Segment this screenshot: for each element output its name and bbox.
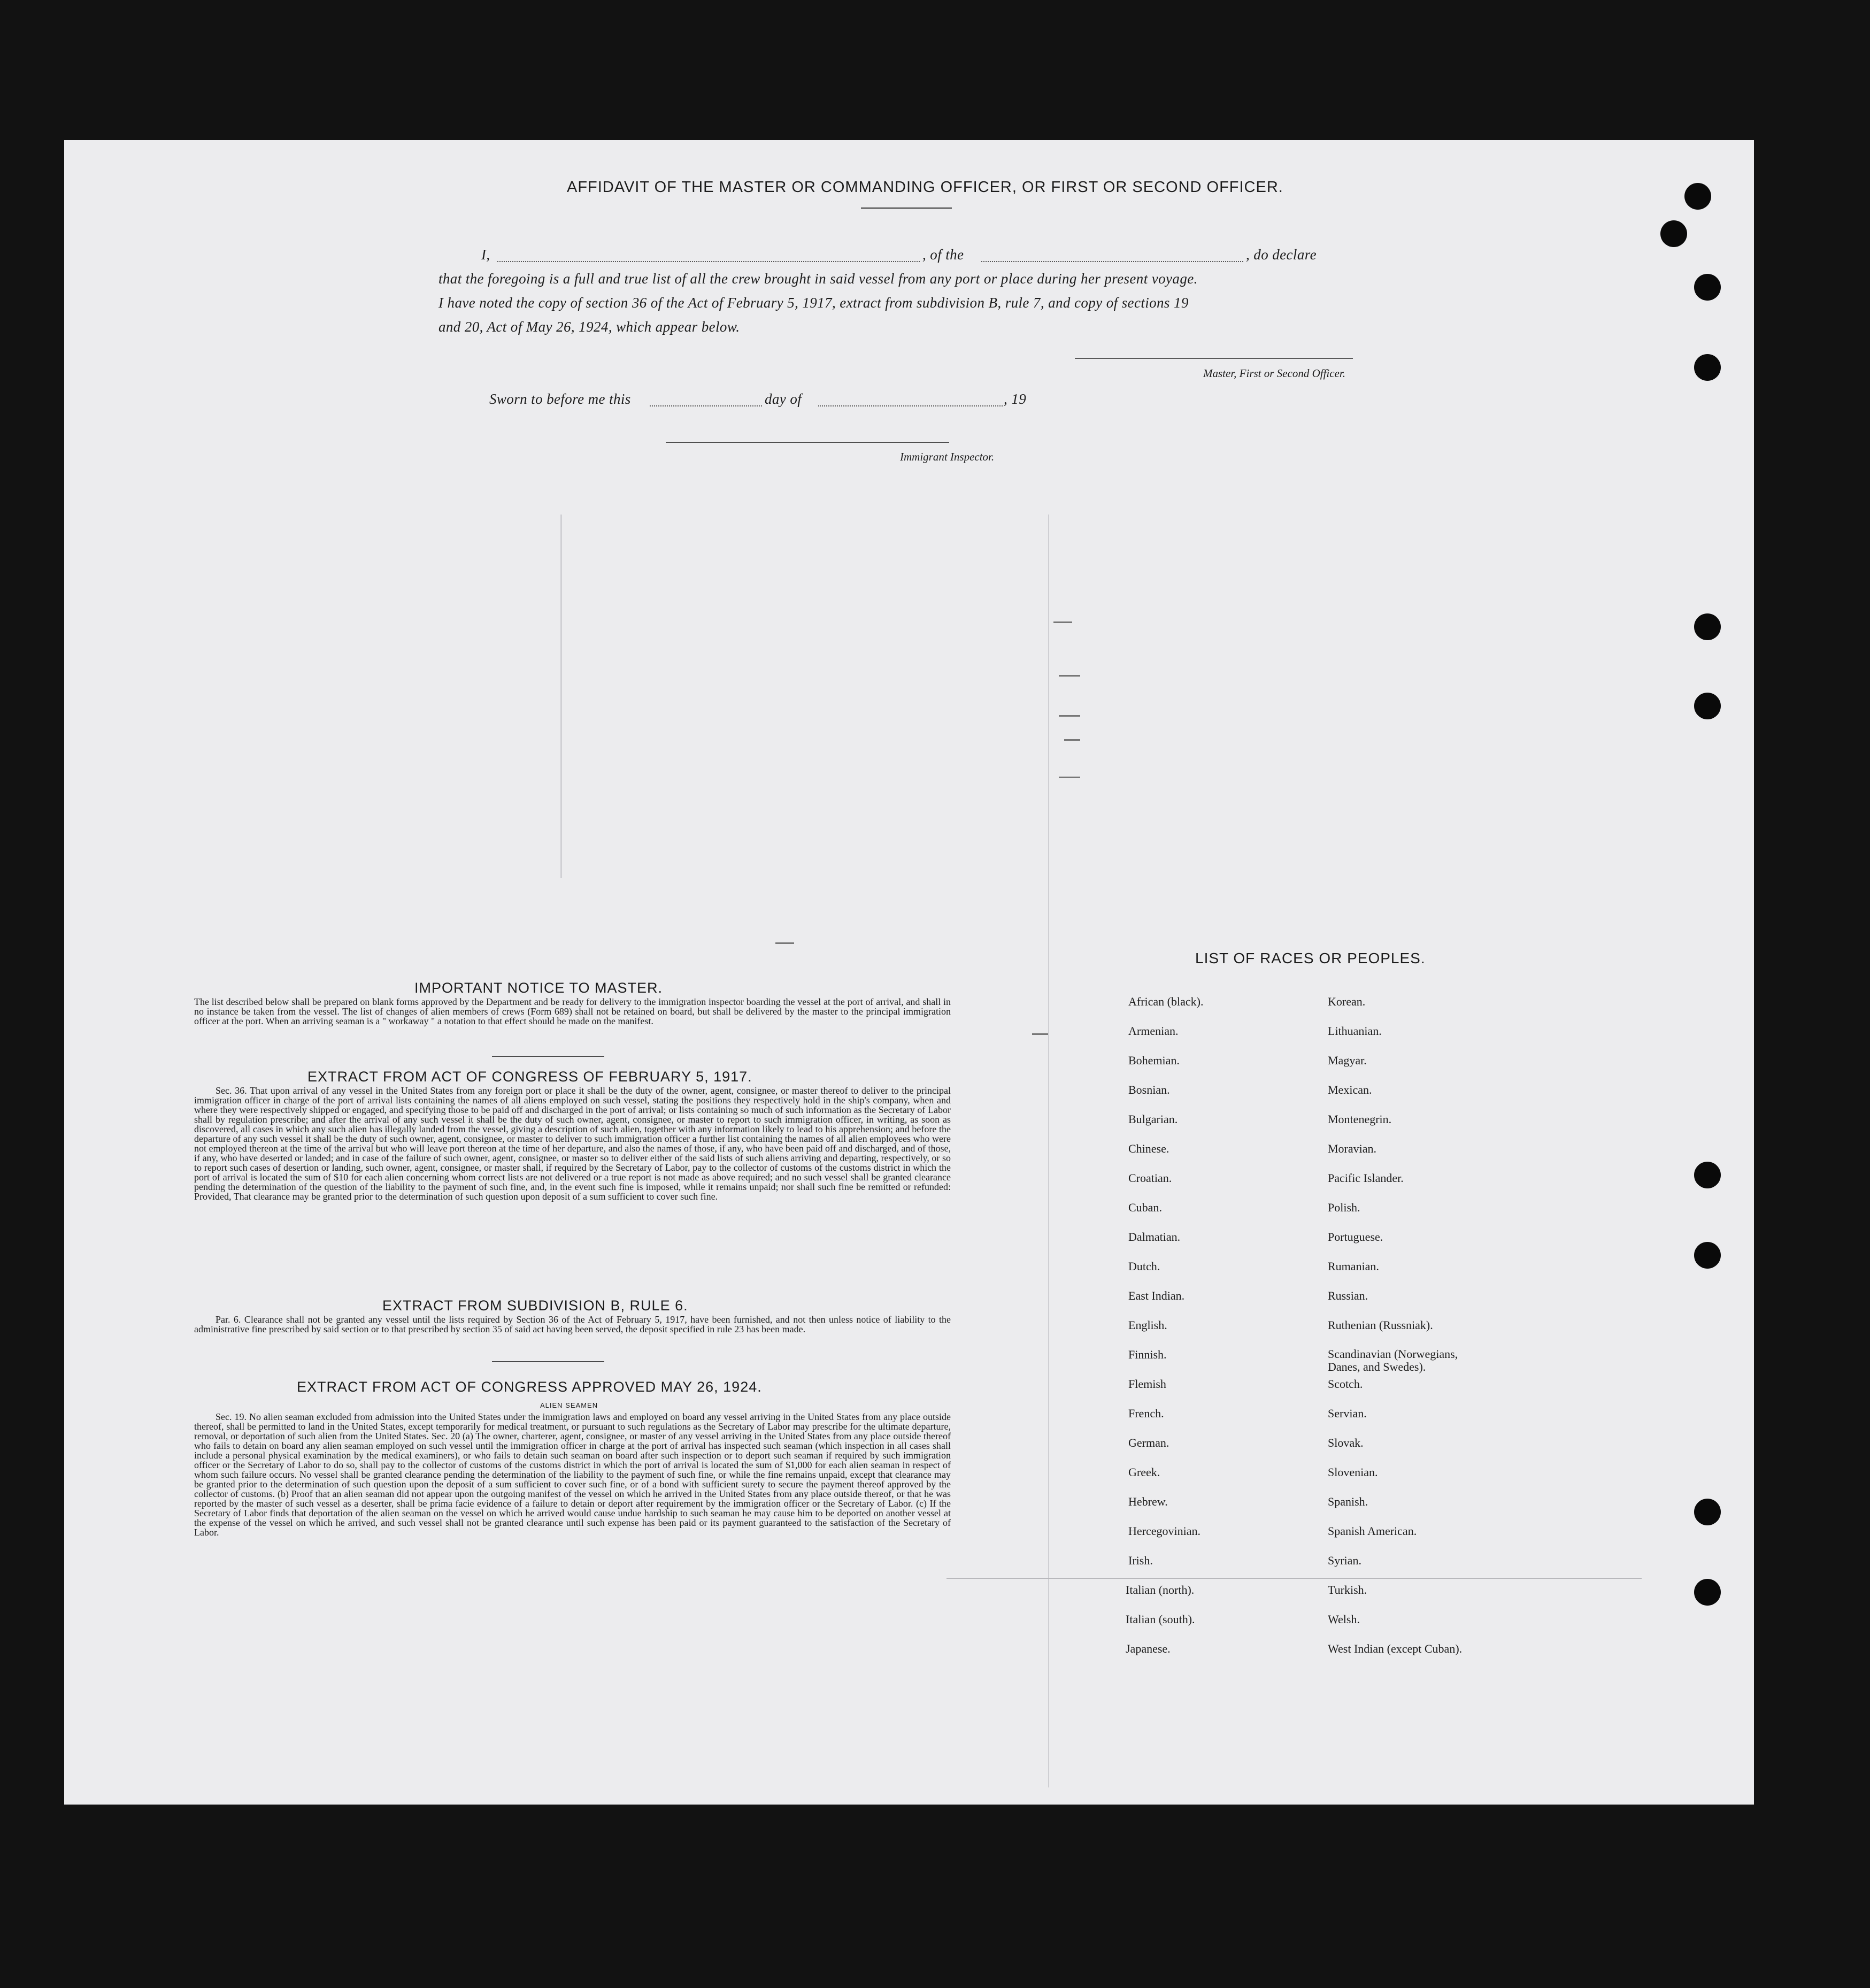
faint-fold-mark bbox=[1048, 515, 1049, 1787]
extract-1917-body: Sec. 36. That upon arrival of any vessel in the United States from any foreign port or place it shall be the duty of the owner, agent, consignee, or master thereof to deliver to the principal immigration officer in charge of the port of arrival lists containing the names of all aliens employed on such vessel, stating the positions they respectively hold in the ship's company, when and where they were respectively shipped or engaged, and specifying those to be paid off and discharged in the port of arrival; or lists containing so much of such information as the Secretary of Labor shall by regulation prescribe; and after the arrival of any such vessel it shall be the duty of such owner, agent, consignee, or master to report to such immigration officer, in writing, as soon as discovered, all cases in which any such alien has illegally landed from the vessel, giving a description of such alien, together with any information likely to lead to his apprehension; and before the departure of any such vessel it shall be the duty of such owner, agent, consignee, or master to deliver to such immigration officer a further list containing the names of all alien employees who were not employed thereon at the time of the arrival but who will leave port thereon at the time of her departure, and also the names of those, if any, who have been paid off and discharged, and of those, if any, who have deserted or landed; and in case of the failure of such owner, agent, consignee, or master so to deliver either of the said lists of such aliens arriving and departing, respectively, or so to report such cases of desertion or landing, such owner, agent, consignee, or master shall, if required by the Secretary of Labor, pay to the collector of customs of the customs district in which the port of arrival is located the sum of $10 for each alien concerning whom correct lists are not delivered or a true report is not made as above required; and no such vessel shall be granted clearance pending the determination of the question of the liability to the payment of such fine, and, in the event such fine is imposed, while it remains unpaid; nor shall such fine be remitted or refunded: Provided, That clearance may be granted prior to the determination of such question upon deposit of a sum sufficient to cover such fine. bbox=[194, 1085, 951, 1202]
race-left: Bohemian. bbox=[1128, 1054, 1180, 1067]
races-title: LIST OF RACES OR PEOPLES. bbox=[1195, 950, 1426, 966]
dash-mark bbox=[775, 942, 794, 944]
race-left: Croatian. bbox=[1128, 1171, 1172, 1185]
race-left: East Indian. bbox=[1128, 1289, 1185, 1302]
inspector-label: Immigrant Inspector. bbox=[900, 450, 995, 463]
race-right: Portuguese. bbox=[1328, 1230, 1383, 1244]
race-right: Spanish American. bbox=[1328, 1524, 1417, 1538]
notice-body: The list described below shall be prepared on blank forms approved by the Department and be ready for delivery to the immigration inspector boarding the vessel at the port of arrival, and shall in no instance be taken from the vessel. The list of changes of alien members of crews (Form 689) shall not be retained on board, but shall be delivered by the master to the principal immigration officer at the port. When an arriving seaman is a " workaway " a notation to that effect should be made on the manifest. bbox=[194, 996, 951, 1026]
race-right: Lithuanian. bbox=[1328, 1024, 1382, 1038]
sworn-line bbox=[489, 387, 1131, 411]
declaration-line-3: I have noted the copy of section 36 of the Act of February 5, 1917, extract from subdivision B, rule 7, and copy of sections 19 bbox=[438, 295, 1189, 311]
race-left: German. bbox=[1128, 1436, 1169, 1449]
notice-title: IMPORTANT NOTICE TO MASTER. bbox=[414, 980, 663, 996]
vessel-blank[interactable] bbox=[981, 261, 1243, 262]
race-left: Dalmatian. bbox=[1128, 1230, 1181, 1244]
dash-mark bbox=[1053, 621, 1072, 623]
race-right: Scotch. bbox=[1328, 1377, 1363, 1391]
race-left: Greek. bbox=[1128, 1465, 1160, 1479]
dash-mark bbox=[1064, 739, 1080, 741]
faint-ruled-mark bbox=[946, 1578, 1642, 1579]
race-left: Bosnian. bbox=[1128, 1083, 1170, 1096]
race-right: Spanish. bbox=[1328, 1495, 1368, 1508]
race-right: Magyar. bbox=[1328, 1054, 1367, 1067]
faint-column-mark bbox=[560, 515, 562, 878]
inspector-signature-line[interactable] bbox=[666, 442, 949, 443]
punch-hole bbox=[1694, 274, 1721, 301]
race-right: Scandinavian (Norwegians, Danes, and Swedes). bbox=[1328, 1347, 1458, 1373]
punch-hole bbox=[1694, 693, 1721, 719]
race-left: Hercegovinian. bbox=[1128, 1524, 1201, 1538]
race-right: Slovak. bbox=[1328, 1436, 1364, 1449]
race-left: Cuban. bbox=[1128, 1201, 1162, 1214]
race-left: Finnish. bbox=[1128, 1348, 1167, 1361]
race-left: Flemish bbox=[1128, 1377, 1166, 1391]
extract-rule6-title: EXTRACT FROM SUBDIVISION B, RULE 6. bbox=[382, 1298, 688, 1314]
alien-seamen-subtitle: ALIEN SEAMEN bbox=[540, 1401, 598, 1409]
race-right: Turkish. bbox=[1328, 1583, 1367, 1596]
race-left: Hebrew. bbox=[1128, 1495, 1168, 1508]
punch-hole bbox=[1694, 1242, 1721, 1269]
race-right: Syrian. bbox=[1328, 1554, 1361, 1567]
race-right: Ruthenian (Russniak). bbox=[1328, 1318, 1433, 1332]
race-right: Slovenian. bbox=[1328, 1465, 1378, 1479]
punch-hole bbox=[1694, 1162, 1721, 1188]
declaration-line-2: that the foregoing is a full and true list of all the crew brought in said vessel from any port or place during her present voyage. bbox=[438, 271, 1198, 287]
title-underline bbox=[861, 208, 952, 209]
race-left: English. bbox=[1128, 1318, 1167, 1332]
race-right: Korean. bbox=[1328, 995, 1366, 1008]
race-right: Montenegrin. bbox=[1328, 1112, 1392, 1126]
sworn-label: Sworn to before me this bbox=[489, 391, 631, 407]
punch-hole bbox=[1694, 1499, 1721, 1525]
name-blank[interactable] bbox=[497, 261, 920, 262]
master-signature-label: Master, First or Second Officer. bbox=[1203, 367, 1345, 380]
race-left: Bulgarian. bbox=[1128, 1112, 1178, 1126]
race-left: Italian (north). bbox=[1126, 1583, 1195, 1596]
dash-mark bbox=[1032, 1033, 1048, 1035]
punch-hole bbox=[1684, 183, 1711, 210]
month-blank[interactable] bbox=[818, 405, 1003, 406]
punch-hole bbox=[1660, 220, 1687, 247]
of-the-label: , of the bbox=[922, 247, 964, 263]
race-right: West Indian (except Cuban). bbox=[1328, 1642, 1463, 1655]
race-right: Russian. bbox=[1328, 1289, 1368, 1302]
declaration-line-4: and 20, Act of May 26, 1924, which appear below. bbox=[438, 319, 740, 335]
dash-mark bbox=[1059, 715, 1080, 717]
race-right: Welsh. bbox=[1328, 1613, 1360, 1626]
punch-hole bbox=[1694, 613, 1721, 640]
extract-1924-title: EXTRACT FROM ACT OF CONGRESS APPROVED MAY 26, 1924. bbox=[297, 1379, 762, 1395]
i-label: I, bbox=[481, 247, 490, 263]
year-label: , 19 bbox=[1004, 391, 1027, 407]
extract-rule6-body: Par. 6. Clearance shall not be granted any vessel until the lists required by Section 36 of the Act of February 5, 1917, have been furnished, and not then unless notice of liability to the administrative fine prescribed by said section or to that prescribed by section 35 of said act having been served, the deposit specified in rule 23 has been made. bbox=[194, 1314, 951, 1334]
race-left: Irish. bbox=[1128, 1554, 1153, 1567]
day-of-label: day of bbox=[765, 391, 802, 407]
do-declare-label: , do declare bbox=[1246, 247, 1317, 263]
punch-hole bbox=[1694, 1579, 1721, 1606]
race-left: African (black). bbox=[1128, 995, 1204, 1008]
race-left: Japanese. bbox=[1126, 1642, 1171, 1655]
race-left: Italian (south). bbox=[1126, 1613, 1195, 1626]
declaration-line-1 bbox=[481, 243, 1471, 267]
race-left: Chinese. bbox=[1128, 1142, 1169, 1155]
race-right: Mexican. bbox=[1328, 1083, 1372, 1096]
race-right: Rumanian. bbox=[1328, 1260, 1379, 1273]
race-right: Moravian. bbox=[1328, 1142, 1377, 1155]
punch-hole bbox=[1694, 354, 1721, 381]
day-blank[interactable] bbox=[650, 405, 762, 406]
race-right: Polish. bbox=[1328, 1201, 1360, 1214]
race-right: Servian. bbox=[1328, 1407, 1367, 1420]
dash-mark bbox=[1059, 777, 1080, 778]
master-signature-line[interactable] bbox=[1075, 358, 1353, 359]
divider bbox=[492, 1361, 604, 1362]
race-left: Dutch. bbox=[1128, 1260, 1160, 1273]
extract-1917-title: EXTRACT FROM ACT OF CONGRESS OF FEBRUARY 5, 1917. bbox=[307, 1069, 752, 1085]
race-left: French. bbox=[1128, 1407, 1164, 1420]
dash-mark bbox=[1059, 675, 1080, 677]
extract-1924-body: Sec. 19. No alien seaman excluded from admission into the United States under the immigration laws and employed on board any vessel arriving in the United States from any place outside thereof, shall be permitted to land in the United States, except temporarily for medical treatment, or pursuant to such regulations as the Secretary of Labor may prescribe for the ultimate departure, removal, or deportation of such alien from the United States. Sec. 20 (a) The owner, charterer, agent, consignee, or master of any vessel arriving in the United States from any place outside thereof who fails to detain on board any alien seaman employed on such vessel until the immigration officer in charge at the port of arrival has inspected such seaman (which inspection in all cases shall include a personal physical examination by the medical examiners), or who fails to detain such seaman on board after such inspection or to deport such seaman if required by such immigration officer or the Secretary of Labor to do so, shall pay to the collector of customs of the customs district in which the port of arrival is located the sum of $1,000 for each alien seaman in respect of whom such failure occurs. No vessel shall be granted clearance pending the determination of the liability to the payment of such fine, or while the fine remains unpaid, except that clearance may be granted prior to the determination of such question upon the deposit of a sum sufficient to cover such fine, or of a bond with sufficient surety to secure the payment thereof approved by the collector of customs. (b) Proof that an alien seaman did not appear upon the outgoing manifest of the vessel on which he arrived in the United States from any place outside thereof, or that he was reported by the master of such vessel as a deserter, shall be prima facie evidence of a failure to detain or deport after requirement by the immigration officer or the Secretary of Labor. (c) If the Secretary of Labor finds that deportation of the alien seaman on the vessel on which he arrived would cause undue hardship to such seaman he may cause him to be deported on another vessel at the expense of the vessel on which he arrived, and such vessel shall not be granted clearance until such expense has been paid or its payment guaranteed to the satisfaction of the Secretary of Labor. bbox=[194, 1411, 951, 1538]
race-left: Armenian. bbox=[1128, 1024, 1179, 1038]
affidavit-title: AFFIDAVIT OF THE MASTER OR COMMANDING OFFICER, OR FIRST OR SECOND OFFICER. bbox=[567, 179, 1283, 196]
race-right: Pacific Islander. bbox=[1328, 1171, 1404, 1185]
manifest-sheet bbox=[64, 140, 1754, 1805]
divider bbox=[492, 1056, 604, 1057]
